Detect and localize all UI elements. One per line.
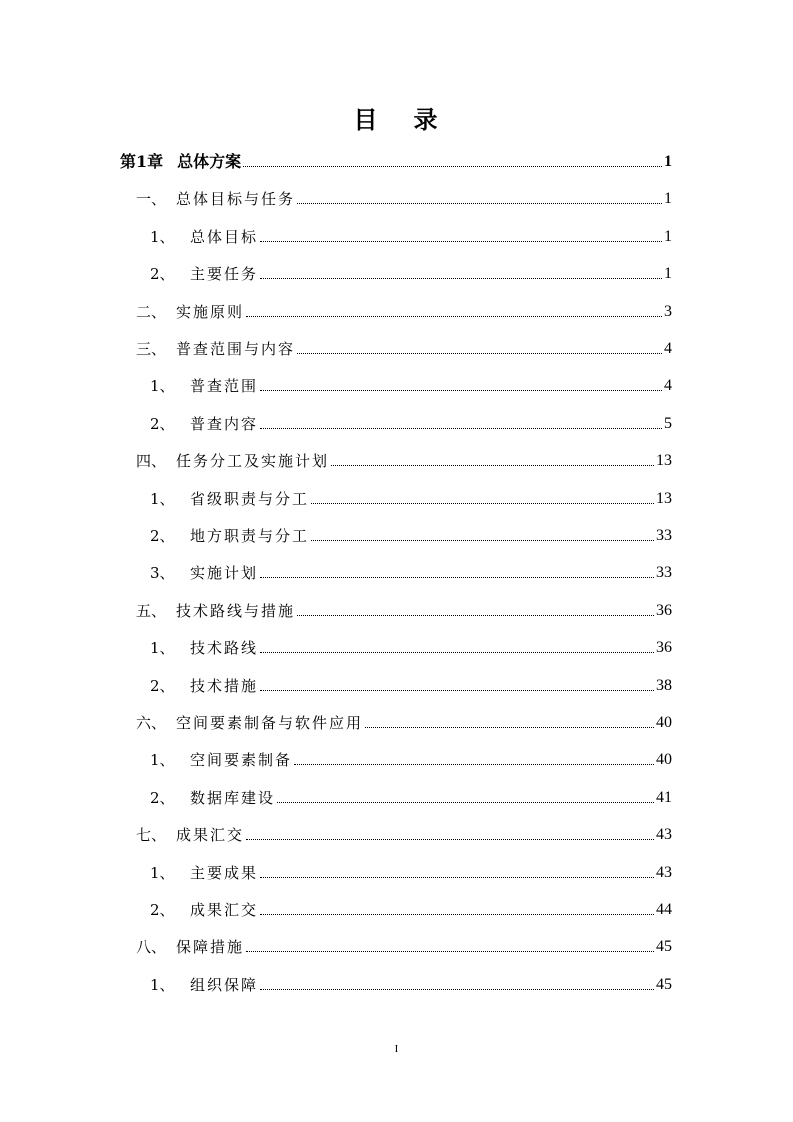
toc-entry[interactable] — [150, 971, 672, 995]
toc-entry-label: 普查范围与内容 — [176, 340, 296, 358]
toc-entry-page-number: 38 — [656, 676, 672, 694]
toc-entry[interactable] — [136, 447, 672, 471]
toc-entry-page-number: 36 — [656, 639, 672, 657]
toc-dot-leader — [246, 839, 654, 840]
toc-dot-leader — [294, 764, 654, 765]
toc-entry-number: 四、 — [136, 452, 167, 471]
toc-dot-leader — [246, 951, 654, 952]
toc-dot-leader — [260, 241, 662, 242]
toc-dot-leader — [297, 353, 662, 354]
toc-entry-label: 空间要素制备 — [190, 751, 293, 770]
toc-entry-page-number: 43 — [656, 826, 672, 844]
toc-dot-leader — [365, 727, 654, 728]
toc-dot-leader — [260, 390, 662, 391]
toc-dot-leader — [311, 503, 654, 504]
toc-entry-number: 2、 — [150, 527, 175, 545]
toc-entry-page-number: 4 — [664, 340, 672, 357]
toc-dot-leader — [311, 540, 654, 541]
toc-entry[interactable] — [150, 372, 672, 396]
toc-entry-number: 六、 — [136, 714, 167, 732]
toc-entry[interactable] — [150, 746, 672, 770]
toc-dot-leader — [260, 577, 654, 578]
page-title — [0, 100, 793, 135]
toc-dot-leader — [260, 278, 662, 279]
toc-entry[interactable] — [150, 672, 672, 696]
toc-entry[interactable] — [136, 185, 672, 209]
toc-entry[interactable] — [136, 335, 672, 359]
toc-entry-label: 技术路线与措施 — [176, 601, 296, 620]
toc-entry-page-number: 13 — [656, 489, 672, 507]
toc-dot-leader — [297, 203, 662, 204]
toc-entry-label: 省级职责与分工 — [190, 489, 310, 508]
toc-entry-page-number: 40 — [656, 714, 672, 731]
toc-entry-label: 数据库建设 — [190, 788, 276, 807]
toc-entry-number: 二、 — [136, 302, 167, 321]
toc-entry[interactable] — [136, 709, 672, 733]
toc-entry[interactable] — [150, 485, 672, 509]
toc-entry-label: 普查内容 — [190, 414, 259, 433]
toc-entry-number: 七、 — [136, 826, 167, 845]
toc-dot-leader — [260, 428, 662, 429]
toc-entry-page-number: 1 — [664, 190, 672, 208]
toc-entry-number: 八、 — [136, 938, 167, 957]
toc-dot-leader — [260, 989, 654, 990]
toc-entry-number: 三、 — [136, 340, 167, 358]
toc-entry-page-number: 1 — [664, 153, 672, 170]
toc-entry-number: 第1章 — [120, 152, 164, 171]
toc-entry-page-number: 43 — [656, 863, 672, 881]
toc-entry-page-number: 41 — [656, 788, 672, 806]
toc-entry[interactable] — [136, 597, 672, 621]
toc-entry-number: 2、 — [150, 676, 175, 695]
toc-dot-leader — [243, 166, 662, 167]
toc-entry-label: 主要任务 — [190, 265, 259, 284]
toc-entry-page-number: 45 — [656, 938, 672, 956]
toc-entry-number: 1、 — [150, 489, 175, 508]
toc-entry-page-number: 44 — [656, 901, 672, 918]
toc-entry-number: 五、 — [136, 601, 167, 620]
toc-entry-number: 一、 — [136, 190, 167, 209]
toc-entry-number: 2、 — [150, 901, 175, 919]
toc-dot-leader — [260, 877, 654, 878]
toc-entry[interactable] — [150, 784, 672, 808]
toc-entry-number: 1、 — [150, 975, 175, 994]
toc-dot-leader — [331, 465, 654, 466]
toc-entry-number: 3、 — [150, 564, 175, 583]
toc-entry-page-number: 33 — [656, 527, 672, 544]
toc-entry-label: 技术措施 — [190, 676, 259, 695]
toc-entry-label: 普查范围 — [190, 377, 259, 396]
toc-entry[interactable] — [136, 933, 672, 957]
toc-dot-leader — [260, 652, 654, 653]
toc-entry[interactable] — [150, 896, 672, 920]
toc-entry-page-number: 4 — [664, 377, 672, 395]
toc-entry-label: 组织保障 — [190, 975, 259, 994]
toc-entry[interactable] — [136, 298, 672, 322]
toc-entry-label: 地方职责与分工 — [190, 527, 310, 545]
toc-entry-label: 空间要素制备与软件应用 — [176, 714, 364, 732]
toc-entry[interactable] — [150, 522, 672, 546]
toc-entry[interactable] — [150, 859, 672, 883]
toc-entry-number: 2、 — [150, 788, 175, 807]
toc-entry-label: 保障措施 — [176, 938, 245, 957]
toc-entry-label: 成果汇交 — [176, 826, 245, 845]
toc-entry[interactable] — [150, 410, 672, 434]
toc-entry-page-number: 5 — [664, 414, 672, 432]
toc-entry-page-number: 1 — [664, 265, 672, 283]
toc-entry-page-number: 13 — [656, 452, 672, 470]
toc-entry-page-number: 45 — [656, 975, 672, 993]
title-char-1: 目 — [353, 105, 380, 134]
toc-entry-label: 总体方案 — [177, 152, 242, 171]
toc-entry-number: 1、 — [150, 227, 175, 246]
toc-entry-number: 1、 — [150, 639, 175, 658]
title-char-2: 录 — [413, 105, 440, 134]
toc-entry[interactable] — [136, 821, 672, 845]
toc-entry[interactable] — [150, 634, 672, 658]
toc-entry-label: 主要成果 — [190, 863, 259, 882]
toc-entry-number: 1、 — [150, 751, 175, 770]
toc-entry-page-number: 40 — [656, 751, 672, 769]
toc-entry-label: 技术路线 — [190, 639, 259, 658]
toc-entry-number: 1、 — [150, 377, 175, 396]
toc-entry[interactable] — [150, 223, 672, 247]
toc-entry-number: 2、 — [150, 265, 175, 284]
toc-entry[interactable] — [150, 260, 672, 284]
toc-entry-number: 2、 — [150, 414, 175, 433]
toc-dot-leader — [260, 690, 654, 691]
toc-entry[interactable] — [120, 148, 672, 172]
toc-entry-label: 实施计划 — [190, 564, 259, 583]
toc-entry-page-number: 33 — [656, 564, 672, 582]
toc-entry-page-number: 1 — [664, 227, 672, 245]
toc-entry[interactable] — [150, 559, 672, 583]
toc-entry-label: 总体目标与任务 — [176, 190, 296, 209]
toc-entry-label: 成果汇交 — [190, 901, 259, 919]
toc-dot-leader — [260, 914, 654, 915]
toc-entry-page-number: 3 — [664, 302, 672, 320]
toc-dot-leader — [297, 615, 654, 616]
toc-entry-number: 1、 — [150, 863, 175, 882]
toc-entry-label: 任务分工及实施计划 — [176, 452, 330, 471]
toc-entry-label: 总体目标 — [190, 227, 259, 246]
toc-entry-label: 实施原则 — [176, 302, 245, 321]
toc-dot-leader — [277, 802, 654, 803]
toc-entry-page-number: 36 — [656, 601, 672, 619]
toc-dot-leader — [246, 316, 662, 317]
page-footer-number: I — [394, 1043, 399, 1055]
